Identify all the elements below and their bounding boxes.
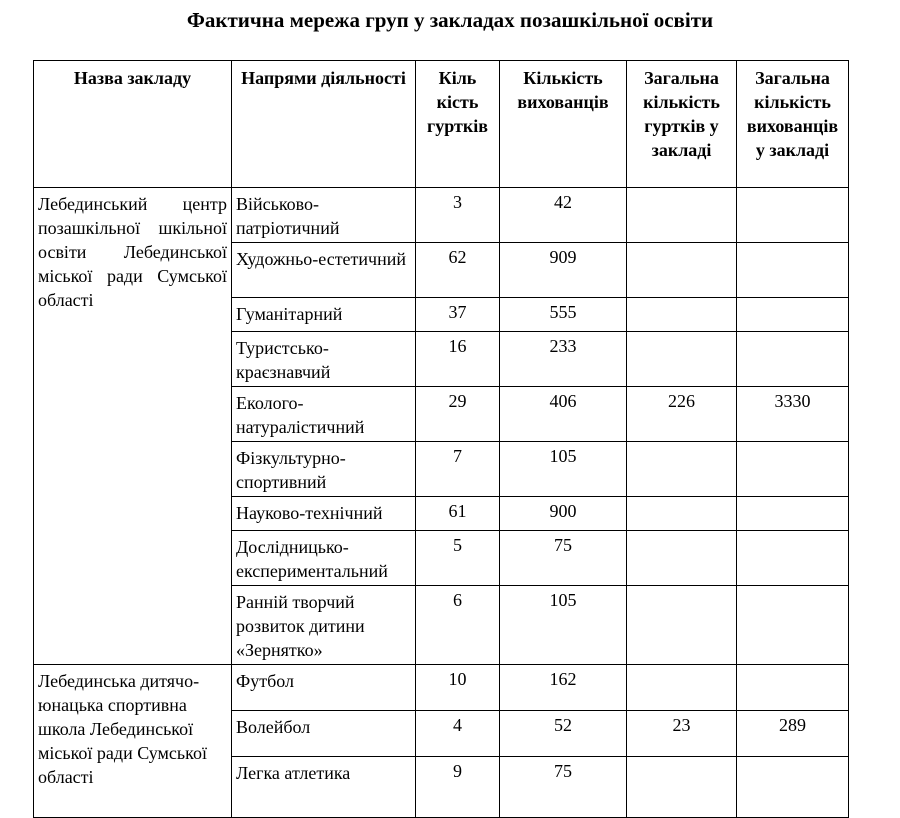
- total-circles-cell: 23: [627, 711, 737, 757]
- direction-cell: Футбол: [232, 665, 416, 711]
- circles-cell: 6: [416, 586, 500, 665]
- empty-cell: [627, 586, 737, 665]
- students-cell: 900: [500, 497, 627, 531]
- direction-cell: Військово-патріотичний: [232, 188, 416, 243]
- students-cell: 909: [500, 243, 627, 298]
- empty-cell: [627, 188, 737, 243]
- circles-cell: 37: [416, 298, 500, 332]
- empty-cell: [737, 531, 849, 586]
- empty-cell: [627, 442, 737, 497]
- page-title: Фактична мережа груп у закладах позашкільної освіти: [186, 8, 714, 32]
- total-students-cell: 289: [737, 711, 849, 757]
- empty-cell: [627, 298, 737, 332]
- empty-cell: [737, 188, 849, 243]
- circles-cell: 4: [416, 711, 500, 757]
- empty-cell: [737, 497, 849, 531]
- empty-cell: [737, 243, 849, 298]
- direction-cell: Гуманітарний: [232, 298, 416, 332]
- empty-cell: [737, 757, 849, 818]
- institutions-table: [33, 60, 849, 818]
- table-header-row: [34, 61, 849, 188]
- table-row: [34, 665, 849, 711]
- institution-name-cell: Лебединський центр позашкільної шкільної освіти Лебединської міської ради Сумської області: [34, 188, 232, 665]
- direction-cell: Туристсько-краєзнавчий: [232, 332, 416, 387]
- direction-cell: Волейбол: [232, 711, 416, 757]
- empty-cell: [627, 531, 737, 586]
- direction-cell: Фізкультурно-спортивний: [232, 442, 416, 497]
- circles-cell: 10: [416, 665, 500, 711]
- direction-cell: Еколого-натуралістичний: [232, 387, 416, 442]
- circles-cell: 5: [416, 531, 500, 586]
- direction-cell: Художньо-естетичний: [232, 243, 416, 298]
- direction-cell: Науково-технічний: [232, 497, 416, 531]
- empty-cell: [737, 298, 849, 332]
- students-cell: 105: [500, 586, 627, 665]
- circles-cell: 16: [416, 332, 500, 387]
- students-cell: 75: [500, 531, 627, 586]
- empty-cell: [627, 497, 737, 531]
- circles-cell: 29: [416, 387, 500, 442]
- empty-cell: [627, 332, 737, 387]
- students-cell: 105: [500, 442, 627, 497]
- students-cell: 233: [500, 332, 627, 387]
- students-cell: 75: [500, 757, 627, 818]
- students-cell: 42: [500, 188, 627, 243]
- empty-cell: [737, 442, 849, 497]
- empty-cell: [627, 243, 737, 298]
- circles-cell: 9: [416, 757, 500, 818]
- circles-cell: 61: [416, 497, 500, 531]
- header-students-count: Кількість вихованців: [500, 61, 627, 188]
- circles-cell: 7: [416, 442, 500, 497]
- institution-name-cell: Лебединська дитячо-юнацька спортивна школа Лебединської міської ради Сумської області: [34, 665, 232, 818]
- header-institution: Назва закладу: [34, 61, 232, 188]
- direction-cell: Легка атлетика: [232, 757, 416, 818]
- students-cell: 555: [500, 298, 627, 332]
- students-cell: 406: [500, 387, 627, 442]
- students-cell: 162: [500, 665, 627, 711]
- empty-cell: [737, 665, 849, 711]
- header-total-circles: Загальна кількість гуртків у закладі: [627, 61, 737, 188]
- total-circles-cell: 226: [627, 387, 737, 442]
- table-row: [34, 188, 849, 243]
- direction-cell: Дослідницько-експериментальний: [232, 531, 416, 586]
- header-total-students: Загальна кількість вихованців у закладі: [737, 61, 849, 188]
- empty-cell: [627, 665, 737, 711]
- direction-cell: Ранній творчий розвиток дитини «Зернятко»: [232, 586, 416, 665]
- circles-cell: 62: [416, 243, 500, 298]
- header-direction: Напрями діяльності: [232, 61, 416, 188]
- total-students-cell: 3330: [737, 387, 849, 442]
- empty-cell: [737, 586, 849, 665]
- empty-cell: [627, 757, 737, 818]
- students-cell: 52: [500, 711, 627, 757]
- empty-cell: [737, 332, 849, 387]
- circles-cell: 3: [416, 188, 500, 243]
- header-circles-count: Кіль кість гуртків: [416, 61, 500, 188]
